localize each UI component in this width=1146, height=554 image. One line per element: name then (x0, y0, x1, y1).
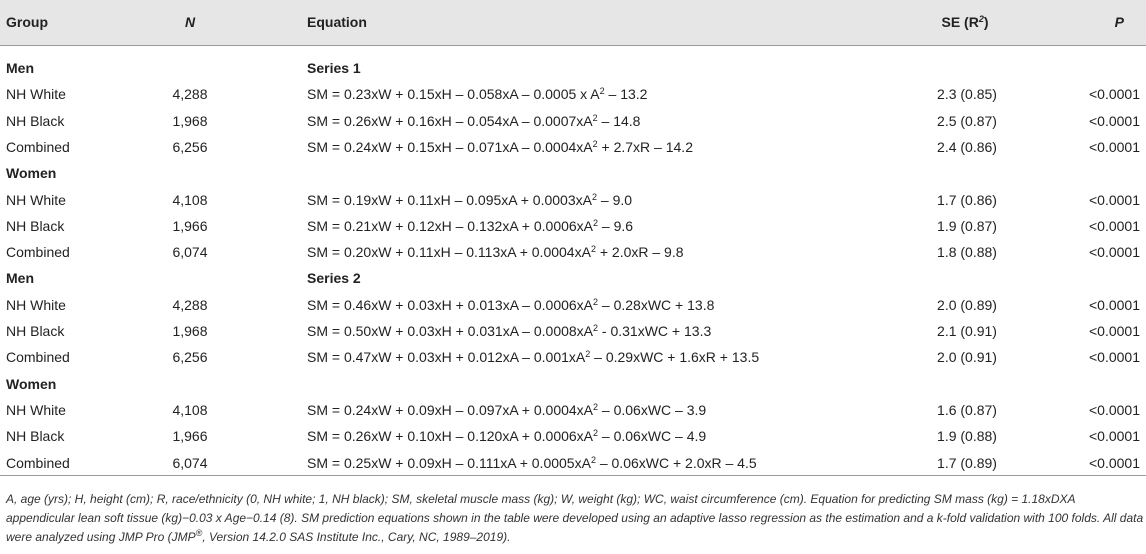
table-row (0, 318, 1146, 344)
n-cell: 1,968 (172, 112, 208, 129)
group-cell: Combined (6, 244, 70, 261)
n-cell: 1,968 (172, 323, 208, 339)
section-row (0, 371, 1146, 397)
equation-tail: – 0.06xWC + 2.0xR – 4.5 (595, 454, 757, 471)
p-cell: <0.0001 (1089, 191, 1140, 208)
equation-tail: – 0.06xWC – 3.9 (598, 401, 707, 418)
n-cell: 4,108 (172, 401, 208, 418)
equation-exponent: 2 (593, 428, 599, 439)
header-n: N (184, 14, 196, 30)
p-cell: <0.0001 (1089, 349, 1140, 366)
table-row (0, 450, 1146, 476)
equation-exponent: 2 (585, 349, 591, 360)
se-cell: 2.0 (0.89) (937, 296, 997, 313)
equation-exponent: 2 (592, 112, 598, 123)
p-cell: <0.0001 (1089, 112, 1140, 129)
equation-cell (307, 318, 711, 344)
equation-exponent: 2 (593, 217, 599, 228)
header-p: P (1114, 14, 1124, 30)
group-cell: Combined (6, 454, 70, 471)
series-label: Series 1 (307, 60, 361, 76)
equation-cell (307, 134, 693, 160)
equation-cell (307, 108, 640, 134)
group-cell: Combined (6, 349, 70, 366)
group-cell: NH Black (6, 428, 65, 445)
header-se: SE $(R^2)$ (941, 14, 989, 30)
equation-cell (307, 187, 632, 213)
table-row (0, 423, 1146, 449)
se-cell: 1.7 (0.86) (937, 191, 997, 208)
table-row (0, 344, 1146, 370)
equation-main: SM = 0.24xW + 0.15xH – 0.071xA – 0.0004xA (307, 138, 593, 155)
header-group: Group (6, 14, 48, 30)
se-cell: 1.7 (0.89) (937, 454, 997, 471)
equation-exponent: 2 (591, 191, 597, 202)
p-cell: <0.0001 (1089, 138, 1140, 155)
group-cell: NH White (6, 296, 66, 313)
section-row (0, 55, 1146, 81)
n-cell: 6,074 (172, 454, 208, 471)
se-cell: 1.9 (0.88) (937, 428, 997, 445)
equation-cell (307, 81, 647, 107)
equation-tail: – 14.8 (597, 112, 641, 129)
equation-exponent: 2 (592, 138, 598, 149)
section-label: Men (6, 60, 34, 76)
group-cell: NH Black (6, 217, 65, 234)
equation-cell (307, 397, 706, 423)
equation-main: SM = 0.47xW + 0.03xH + 0.012xA – 0.001xA (307, 349, 586, 366)
equation-tail: + 2.0xR – 9.8 (595, 244, 684, 261)
equation-cell (307, 423, 706, 449)
table-header (0, 0, 1146, 45)
se-cell: 1.8 (0.88) (937, 244, 997, 261)
se-cell: 1.9 (0.87) (937, 217, 997, 234)
equation-main: SM = 0.26xW + 0.16xH – 0.054xA – 0.0007xA (307, 112, 593, 129)
n-cell: 4,108 (172, 191, 208, 208)
p-cell: <0.0001 (1089, 454, 1140, 471)
equation-cell (307, 292, 714, 318)
se-cell: 2.5 (0.87) (937, 112, 997, 129)
table-row (0, 108, 1146, 134)
equation-cell (307, 344, 759, 370)
group-cell: NH White (6, 86, 66, 103)
equation-main: SM = 0.19xW + 0.11xH – 0.095xA + 0.0003xA (307, 191, 592, 208)
p-cell: <0.0001 (1089, 244, 1140, 261)
table-bottom-rule (0, 475, 1146, 476)
section-label: Women (6, 165, 57, 182)
section-row (0, 265, 1146, 291)
n-cell: 1,966 (172, 428, 208, 445)
table-row (0, 292, 1146, 318)
equation-main: SM = 0.26xW + 0.10xH – 0.120xA + 0.0006xA (307, 428, 594, 445)
p-cell: <0.0001 (1089, 323, 1140, 339)
group-cell: Combined (6, 138, 70, 155)
equation-tail: – 0.06xWC – 4.9 (598, 428, 707, 445)
se-cell: 2.1 (0.91) (937, 323, 997, 339)
section-label: Women (6, 375, 57, 392)
table-footnote: A, age (yrs); H, height (cm); R, race/ethnicity (0, NH white; 1, NH black); SM, skeletal muscle mass (kg); W, weight (kg); WC, waist circumference (cm). Equation for predicting SM mass (kg) = 1.18xDXA appendicular lean soft tissue (kg)−0.03 x Age−0.14 (8). SM prediction equations shown in the table were developed using an adaptive lasso regression as the estimation and a k-fold validation with 100 folds. All data were analyzed using JMP Pro (JMP®, Version 14.2.0 SAS Institute Inc., Cary, NC, 1989–2019). (6, 492, 1144, 544)
section-row (0, 160, 1146, 186)
equation-main: SM = 0.21xW + 0.12xH – 0.132xA + 0.0006xA (307, 217, 594, 234)
n-cell: 4,288 (172, 86, 208, 103)
equation-exponent: 2 (590, 244, 596, 255)
header-divider (0, 45, 1146, 46)
group-cell: NH Black (6, 112, 65, 129)
equation-cell (307, 239, 684, 265)
equation-exponent: 2 (599, 86, 605, 97)
equation-cell (307, 213, 633, 239)
equation-main: SM = 0.20xW + 0.11xH – 0.113xA + 0.0004xA (307, 244, 591, 261)
equation-tail: - 0.31xWC + 13.3 (598, 323, 712, 339)
group-cell: NH White (6, 191, 66, 208)
p-cell: <0.0001 (1089, 401, 1140, 418)
n-cell: 6,256 (172, 349, 208, 366)
se-cell: 2.4 (0.86) (937, 138, 997, 155)
equation-tail: – 0.28xWC + 13.8 (598, 296, 715, 313)
p-cell: <0.0001 (1089, 428, 1140, 445)
p-cell: <0.0001 (1089, 296, 1140, 313)
se-cell: 2.3 (0.85) (937, 86, 997, 103)
n-cell: 4,288 (172, 296, 208, 313)
table-row (0, 239, 1146, 265)
equation-main: SM = 0.25xW + 0.09xH – 0.111xA + 0.0005xA (307, 454, 591, 471)
equation-tail: + 2.7xR – 14.2 (597, 138, 693, 155)
equation-exponent: 2 (593, 401, 599, 412)
equation-exponent: 2 (593, 296, 599, 307)
p-cell: <0.0001 (1089, 86, 1140, 103)
table-row (0, 187, 1146, 213)
p-cell: <0.0001 (1089, 217, 1140, 234)
header-equation: Equation (307, 14, 367, 30)
n-cell: 6,074 (172, 244, 208, 261)
equation-tail: – 9.6 (598, 217, 634, 234)
equation-cell (307, 450, 757, 476)
se-cell: 1.6 (0.87) (937, 401, 997, 418)
n-cell: 1,966 (172, 217, 208, 234)
equation-exponent: 2 (593, 323, 599, 333)
table-row (0, 397, 1146, 423)
table-row (0, 134, 1146, 160)
equation-main: SM = 0.23xW + 0.15xH – 0.058xA – 0.0005 x A (307, 86, 600, 103)
equation-main: SM = 0.24xW + 0.09xH – 0.097xA + 0.0004xA (307, 401, 594, 418)
equation-tail: – 13.2 (604, 86, 648, 103)
series-label: Series 2 (307, 270, 361, 287)
table-row (0, 213, 1146, 239)
group-cell: NH Black (6, 323, 65, 339)
equation-tail: – 0.29xWC + 1.6xR + 13.5 (590, 349, 760, 366)
equation-main: SM = 0.50xW + 0.03xH + 0.031xA – 0.0008xA (307, 323, 594, 339)
equation-exponent: 2 (590, 454, 596, 465)
table-row (0, 81, 1146, 107)
equation-tail: – 9.0 (597, 191, 633, 208)
group-cell: NH White (6, 401, 66, 418)
se-cell: 2.0 (0.91) (937, 349, 997, 366)
n-cell: 6,256 (172, 138, 208, 155)
section-label: Men (6, 270, 34, 287)
equation-main: SM = 0.46xW + 0.03xH + 0.013xA – 0.0006xA (307, 296, 594, 313)
